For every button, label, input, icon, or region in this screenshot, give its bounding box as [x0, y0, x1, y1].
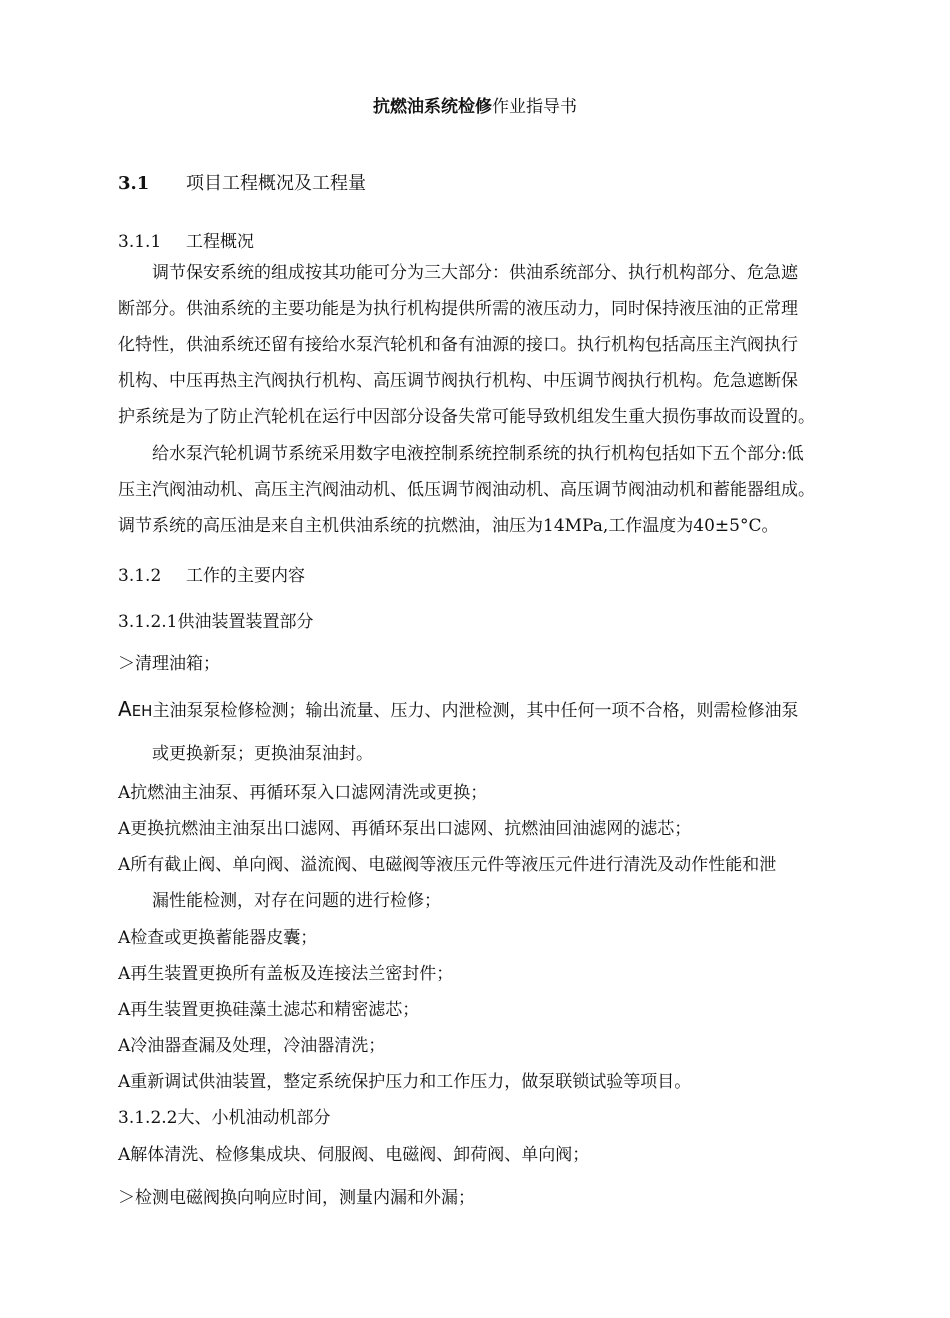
list-item: A检查或更换蓄能器皮囊；: [118, 928, 318, 948]
subsection-title: 工程概况: [186, 232, 254, 252]
list-item: ＞检测电磁阀换向响应时间，测量内漏和外漏；: [118, 1188, 475, 1208]
list-item: A再生装置更换硅藻土滤芯和精密滤芯；: [118, 1000, 420, 1020]
section-number: 3.1: [118, 173, 150, 194]
paragraph-line: 断部分。供油系统的主要功能是为执行机构提供所需的液压动力，同时保持液压油的正常理: [118, 299, 798, 319]
subsection-title: 工作的主要内容: [186, 566, 305, 586]
list-item: A所有截止阀、单向阀、溢流阀、电磁阀等液压元件等液压元件进行清洗及动作性能和泄: [118, 855, 777, 875]
paragraph-line: 调节保安系统的组成按其功能可分为三大部分：供油系统部分、执行机构部分、危急遮: [152, 263, 798, 283]
list-item: [118, 698, 798, 722]
bullet-marker: A: [118, 697, 132, 721]
list-item: ＞清理油箱；: [118, 654, 220, 674]
section-heading: [118, 173, 366, 195]
title-bold-part: 抗燃油系统检修: [373, 97, 492, 117]
list-item: A重新调试供油装置，整定系统保护压力和工作压力，做泵联锁试验等项目。: [118, 1072, 692, 1092]
list-item-continuation: 或更换新泵；更换油泵油封。: [152, 744, 373, 764]
paragraph-line: 调节系统的高压油是来自主机供油系统的抗燃油，油压为14MPa,工作温度为40±5°C。: [118, 516, 779, 536]
subsection-heading-content: [118, 565, 305, 587]
list-item-continuation: 漏性能检测，对存在问题的进行检修；: [152, 891, 441, 911]
paragraph-line: 机构、中压再热主汽阀执行机构、高压调节阀执行机构、中压调节阀执行机构。危急遮断保: [118, 371, 798, 391]
paragraph-line: 化特性，供油系统还留有接给水泵汽轮机和备有油源的接口。执行机构包括高压主汽阀执行: [118, 335, 798, 355]
sub-subsection-heading: 3.1.2.2大、小机油动机部分: [118, 1108, 331, 1128]
eh-label: EH: [131, 702, 153, 720]
list-item-text: 主油泵泵检修检测；输出流量、压力、内泄检测，其中任何一项不合格，则需检修油泵: [152, 701, 799, 721]
paragraph-line: 给水泵汽轮机调节系统采用数字电液控制系统控制系统的执行机构包括如下五个部分:低: [152, 444, 804, 464]
list-item: A再生装置更换所有盖板及连接法兰密封件；: [118, 964, 454, 984]
subsection-heading-overview: [118, 231, 254, 253]
paragraph-line: 压主汽阀油动机、高压主汽阀油动机、低压调节阀油动机、高压调节阀油动机和蓄能器组成。: [118, 480, 815, 500]
list-item: A解体清洗、检修集成块、伺服阀、电磁阀、卸荷阀、单向阀；: [118, 1145, 590, 1165]
sub-subsection-heading: 3.1.2.1供油装置装置部分: [118, 612, 314, 632]
subsection-number: 3.1.1: [118, 232, 162, 252]
paragraph-line: 护系统是为了防止汽轮机在运行中因部分设备失常可能导致机组发生重大损伤事故而设置的。: [118, 407, 815, 427]
list-item: A抗燃油主油泵、再循环泵入口滤网清洗或更换；: [118, 783, 488, 803]
section-title: 项目工程概况及工程量: [186, 173, 366, 194]
list-item: A冷油器查漏及处理，冷油器清洗；: [118, 1036, 386, 1056]
document-title: [0, 96, 950, 118]
subsection-number: 3.1.2: [118, 566, 162, 586]
list-item: A更换抗燃油主油泵出口滤网、再循环泵出口滤网、抗燃油回油滤网的滤芯；: [118, 819, 692, 839]
title-rest-part: 作业指导书: [492, 97, 577, 117]
